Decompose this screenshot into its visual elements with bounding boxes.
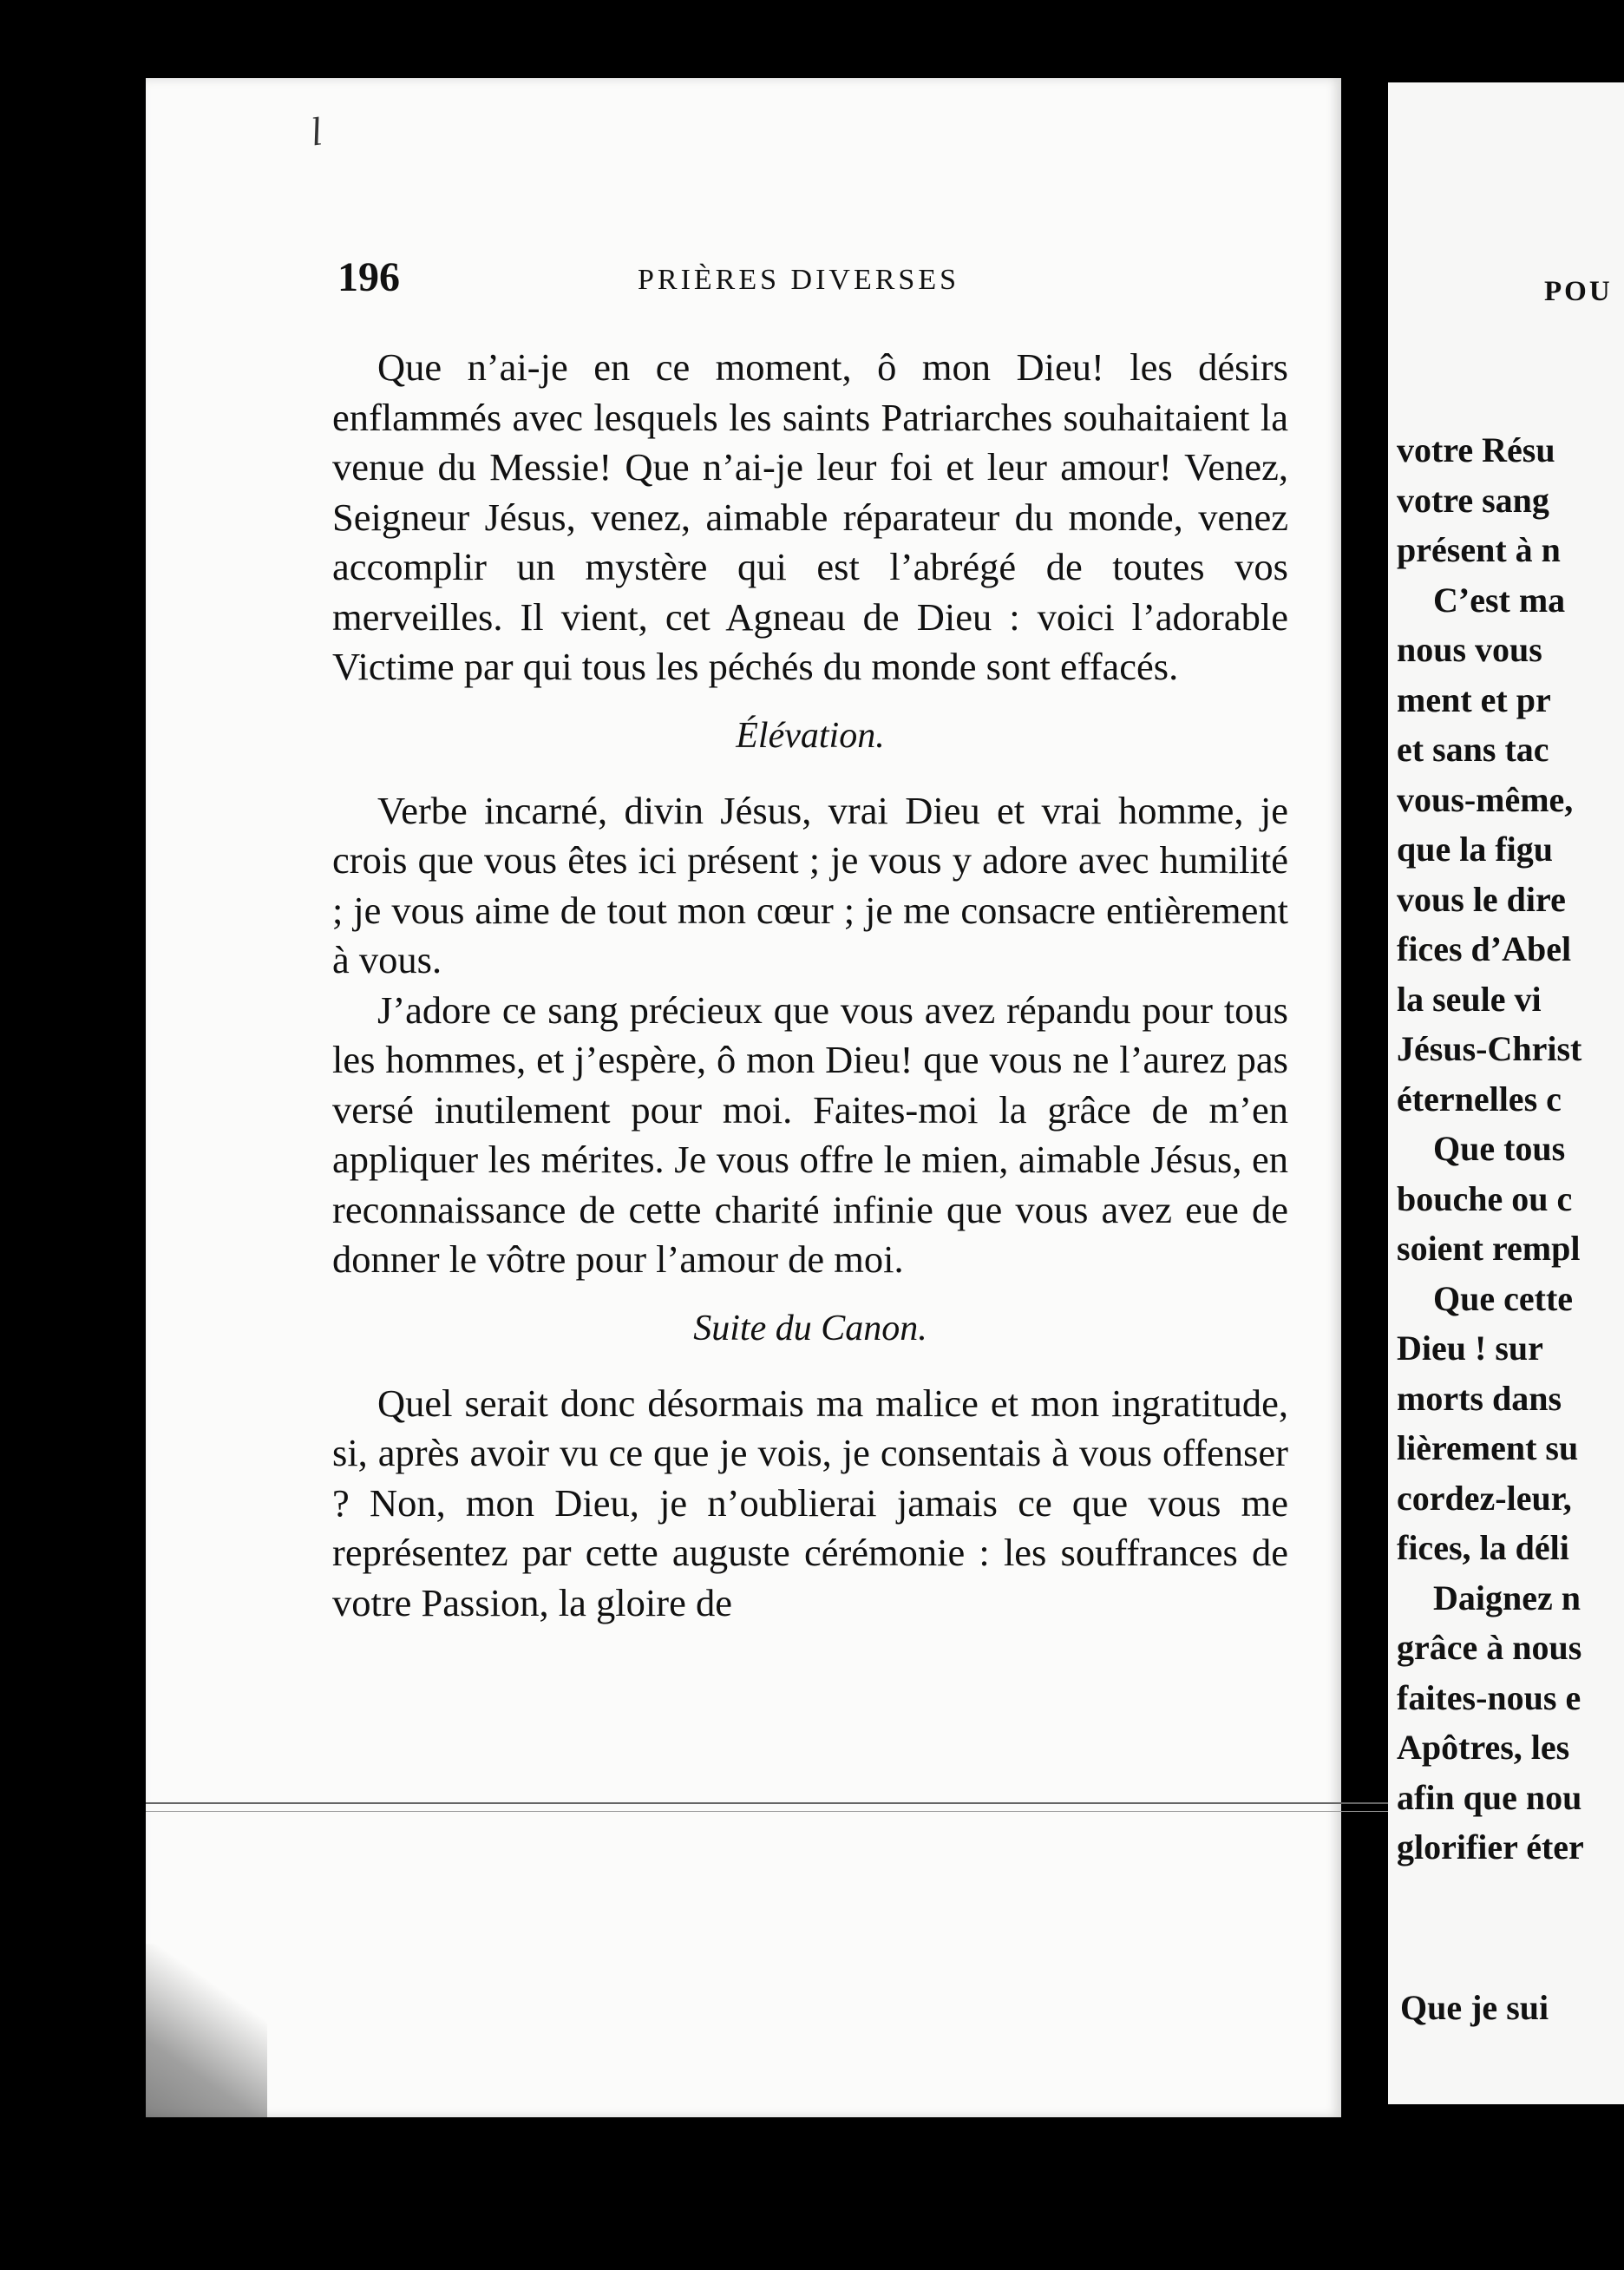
running-title: PRIÈRES DIVERSES: [638, 264, 959, 296]
text-line: Apôtres, les: [1397, 1728, 1570, 1767]
text-line: Jésus-Christ: [1397, 1029, 1582, 1068]
text-line: éternelles c: [1397, 1079, 1562, 1119]
text-line: faites-nous e: [1397, 1677, 1581, 1717]
text-line: nous vous: [1397, 630, 1542, 669]
text-line: C’est ma: [1433, 580, 1566, 620]
right-page-text: [1397, 425, 1624, 1873]
page-text: [332, 343, 1288, 1628]
paragraph-precious-blood: J’adore ce sang précieux que vous avez répandu pour tous les hommes, et j’espère, ô mon Dieu! que vous ne l’aurez pas versé inutilement pour moi. Faites-moi la grâce de m’en appliquer les mérites. Je vous offre le mien, aimable Jésus, en reconnaissance de cette charité infinie que vous avez eue de donner le vôtre pour l’amour de moi.: [332, 987, 1288, 1281]
text-line: glorifier éter: [1397, 1827, 1584, 1867]
text-line: cordez-leur,: [1397, 1478, 1572, 1518]
paragraph-verbe-incarne: Verbe incarné, divin Jésus, vrai Dieu et vrai homme, je crois que vous êtes ici présent ; je vous y adore avec humilité ; je vous aime de tout mon cœur ; je me consacre entièrement à vous.: [332, 788, 1288, 981]
paragraph-ingratitude: Quel serait donc désormais ma malice et mon ingratitude, si, après avoir vu ce que je vois, je consentais à vous offenser ? Non, mon Dieu, je n’oublierai jamais ce que vous me représentez par cette auguste cérémonie : les souffrances de votre Passion, la gloire de: [332, 1381, 1288, 1624]
text-line: que la figu: [1397, 830, 1554, 869]
text-line: fices d’Abel: [1397, 929, 1572, 968]
heading-suite-du-canon: Suite du Canon.: [693, 1308, 927, 1348]
text-line: votre Résu: [1397, 430, 1555, 469]
heading-elevation: Élévation.: [736, 715, 885, 756]
text-line: bouche ou c: [1397, 1178, 1573, 1218]
text-line: lièrement su: [1397, 1428, 1579, 1467]
text-line: Dieu ! sur: [1397, 1329, 1543, 1368]
text-line: vous-même,: [1397, 779, 1574, 819]
text-line: Que tous: [1433, 1129, 1566, 1168]
text-line: vous le dire: [1397, 879, 1566, 919]
text-line: présent à n: [1397, 530, 1561, 569]
text-line: Daignez n: [1433, 1578, 1581, 1617]
text-line: votre sang: [1397, 480, 1549, 520]
text-line: fices, la déli: [1397, 1528, 1569, 1567]
text-line: soient rempl: [1397, 1229, 1581, 1268]
pencil-mark: l: [307, 108, 325, 154]
text-line: et sans tac: [1397, 730, 1549, 769]
text-line: ment et pr: [1397, 679, 1551, 719]
page-number: 196: [337, 254, 400, 300]
paragraph-opening: Que n’ai-je en ce moment, ô mon Dieu! les désirs enflammés avec lesquels les saints Patriarches souhaitaient la venue du Messie! Que n’ai-je leur foi et leur amour! Venez, Seigneur Jésus, venez, aimable réparateur du monde, venez accomplir un mystère qui est l’abrégé de toutes vos merveilles. Il vient, cet Agneau de Dieu : voici l’adorable Victime par qui tous les péchés du monde sont effacés.: [332, 345, 1288, 688]
right-book-page: [1388, 82, 1624, 2104]
text-line: la seule vi: [1397, 979, 1542, 1019]
right-running-head: POU: [1544, 276, 1613, 307]
text-line: morts dans: [1397, 1378, 1562, 1418]
running-head: [325, 253, 1297, 305]
text-line: Que cette: [1433, 1278, 1574, 1318]
text-line: grâce à nous: [1397, 1628, 1582, 1667]
right-last-line: Que je sui: [1400, 1988, 1549, 2027]
text-line: afin que nou: [1397, 1777, 1582, 1817]
